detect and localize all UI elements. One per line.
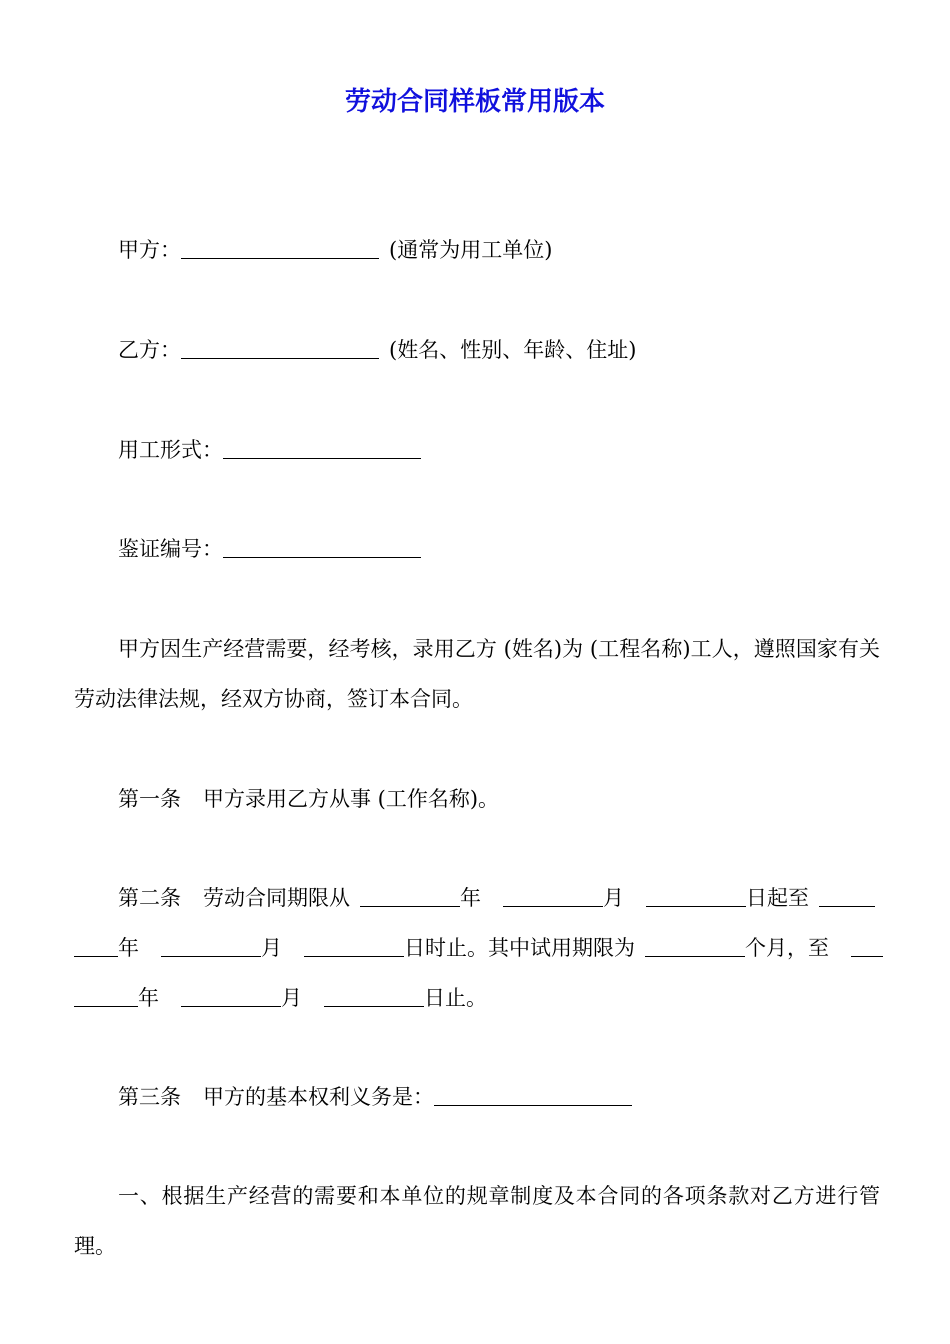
cert-no-line — [74, 524, 880, 574]
probation-month-blank[interactable] — [181, 984, 281, 1007]
article-2-number: 第二条 — [118, 886, 181, 910]
preamble-paragraph: 甲方因生产经营需要，经考核，录用乙方 (姓名)为 (工程名称)工人，遵照国家有关劳动法律法规，经双方协商，签订本合同。 — [74, 637, 880, 711]
article-3-number: 第三条 — [118, 1085, 181, 1109]
party-a-note: (通常为用工单位) — [389, 238, 553, 262]
start-day-label: 日起至 — [746, 886, 809, 910]
start-month-blank[interactable] — [503, 884, 603, 907]
article-2-line-2 — [74, 923, 880, 973]
end-year-label: 年 — [118, 936, 139, 960]
start-year-blank[interactable] — [360, 884, 460, 907]
employment-form-blank[interactable] — [223, 436, 421, 459]
item-1-paragraph: 一、根据生产经营的需要和本单位的规章制度及本合同的各项条款对乙方进行管理。 — [74, 1184, 880, 1258]
end-month-blank[interactable] — [161, 934, 261, 957]
article-3-blank[interactable] — [434, 1083, 632, 1106]
probation-year-blank-a[interactable] — [851, 934, 883, 957]
article-2-line-1 — [74, 873, 880, 923]
probation-day-blank[interactable] — [324, 984, 424, 1007]
end-month-label: 月 — [261, 936, 282, 960]
article-2-lead: 劳动合同期限从 — [203, 886, 350, 910]
party-b-line — [74, 325, 880, 375]
party-a-label: 甲方： — [118, 238, 181, 262]
cert-no-blank[interactable] — [223, 535, 421, 558]
article-1-text: 甲方录用乙方从事 (工作名称)。 — [203, 787, 500, 811]
party-a-blank[interactable] — [181, 236, 379, 259]
article-2-line-3 — [74, 973, 880, 1023]
article-1-line — [74, 774, 880, 824]
probation-year-label: 年 — [138, 986, 159, 1010]
start-month-label: 月 — [603, 886, 624, 910]
party-b-label: 乙方： — [118, 338, 181, 362]
document-title: 劳动合同样板常用版本 — [344, 87, 605, 117]
probation-day-label: 日止。 — [424, 986, 487, 1010]
probation-month-label: 月 — [281, 986, 302, 1010]
employment-form-label: 用工形式： — [118, 438, 223, 462]
party-a-line — [74, 225, 880, 275]
end-day-blank[interactable] — [304, 934, 404, 957]
probation-months-blank[interactable] — [645, 934, 745, 957]
end-year-blank-a[interactable] — [819, 884, 875, 907]
end-year-blank-b[interactable] — [74, 934, 118, 957]
article-1-number: 第一条 — [118, 787, 181, 811]
probation-year-blank-b[interactable] — [74, 984, 138, 1007]
article-3-line — [74, 1072, 880, 1122]
employment-form-line — [74, 425, 880, 475]
party-b-blank[interactable] — [181, 336, 379, 359]
party-b-note: (姓名、性别、年龄、住址) — [389, 338, 637, 362]
probation-months-label: 个月，至 — [745, 936, 829, 960]
start-year-label: 年 — [460, 886, 481, 910]
start-day-blank[interactable] — [646, 884, 746, 907]
end-day-label: 日时止。其中试用期限为 — [404, 936, 635, 960]
cert-no-label: 鉴证编号： — [118, 537, 223, 561]
article-3-text: 甲方的基本权利义务是： — [203, 1085, 434, 1109]
